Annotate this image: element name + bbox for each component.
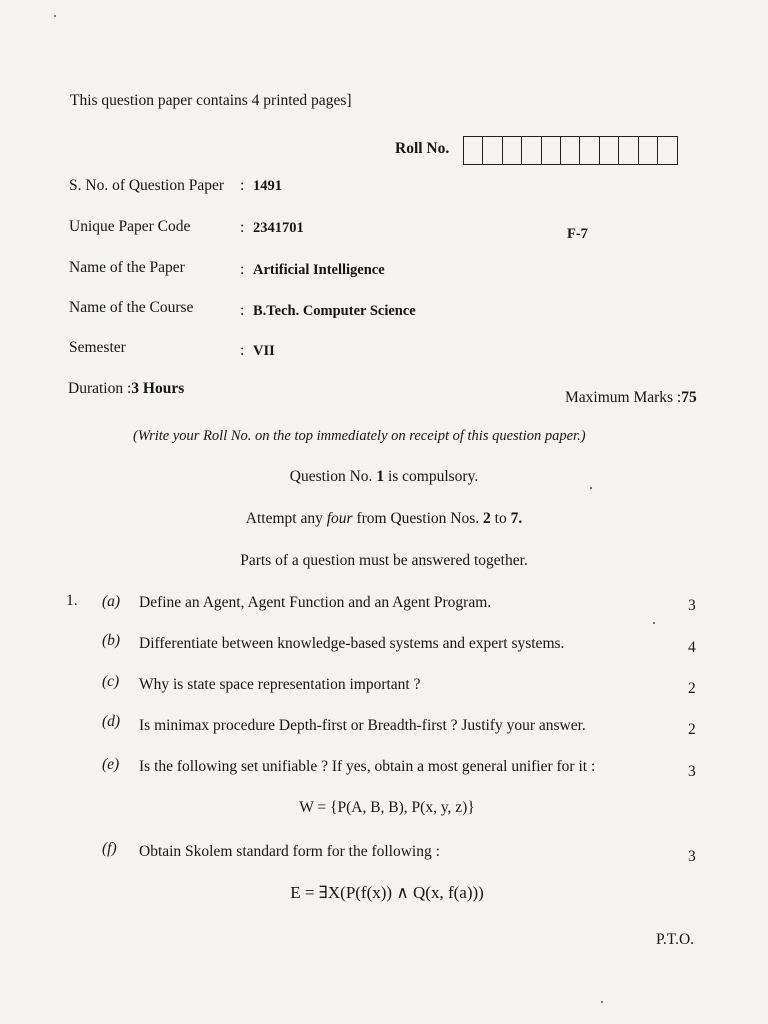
- roll-digit-box[interactable]: [600, 137, 619, 164]
- roll-digit-box[interactable]: [483, 137, 502, 164]
- info-colon: :: [240, 261, 245, 278]
- info-colon: :: [240, 342, 245, 359]
- info-label-paper-code: Unique Paper Code: [69, 218, 191, 235]
- part-marks: 2: [688, 680, 696, 697]
- scan-speck: [653, 622, 655, 624]
- part-label: (f): [102, 840, 117, 857]
- part-marks: 3: [688, 848, 696, 865]
- part-marks: 4: [688, 639, 696, 656]
- max-marks: [565, 389, 697, 407]
- roll-digit-box[interactable]: [619, 137, 638, 164]
- question-number: 1.: [66, 592, 78, 609]
- roll-number-label: Roll No.: [395, 140, 450, 157]
- info-value-paper-code: 2341701: [253, 220, 304, 236]
- roll-number-boxes[interactable]: [463, 136, 678, 165]
- info-value-paper-name: Artificial Intelligence: [253, 262, 385, 278]
- info-label-course-name: Name of the Course: [69, 299, 194, 316]
- compulsory-post: is compulsory.: [387, 468, 479, 485]
- part-label: (a): [102, 593, 121, 610]
- info-colon: :: [240, 177, 245, 194]
- duration: [68, 380, 184, 398]
- page-turn-note: P.T.O.: [656, 931, 695, 948]
- max-marks-label: Maximum Marks :: [565, 389, 682, 406]
- info-value-serial: 1491: [253, 178, 282, 194]
- roll-digit-box[interactable]: [658, 137, 677, 164]
- duration-value: 3 Hours: [131, 380, 185, 397]
- attempt-pre: Attempt any: [245, 510, 323, 527]
- scan-speck: [54, 15, 56, 17]
- info-colon: :: [240, 302, 245, 319]
- part-label: (c): [102, 673, 120, 690]
- roll-digit-box[interactable]: [542, 137, 561, 164]
- part-marks: 2: [688, 721, 696, 738]
- set-code: F-7: [567, 226, 588, 242]
- part-text: Why is state space representation important ?: [139, 676, 421, 693]
- compulsory-num: 1: [376, 468, 385, 485]
- info-value-semester: VII: [253, 343, 275, 359]
- roll-digit-box[interactable]: [580, 137, 599, 164]
- roll-digit-box[interactable]: [639, 137, 658, 164]
- roll-digit-box[interactable]: [503, 137, 522, 164]
- scan-speck: [590, 487, 592, 489]
- info-value-course-name: B.Tech. Computer Science: [253, 303, 416, 319]
- unification-formula: W = {P(A, B, B), P(x, y, z)}: [299, 799, 475, 816]
- part-text: Is minimax procedure Depth-first or Breadth-first ? Justify your answer.: [139, 717, 586, 734]
- roll-digit-box[interactable]: [561, 137, 580, 164]
- compulsory-pre: Question No.: [289, 468, 373, 485]
- part-marks: 3: [688, 763, 696, 780]
- part-text: Define an Agent, Agent Function and an Agent Program.: [139, 594, 492, 611]
- compulsory-note: [0, 468, 768, 486]
- part-text: Obtain Skolem standard form for the following :: [139, 843, 440, 860]
- info-label-semester: Semester: [69, 339, 126, 356]
- attempt-to-word: to: [494, 510, 507, 527]
- attempt-to: 7.: [510, 510, 523, 527]
- duration-label: Duration :: [68, 380, 132, 397]
- max-marks-value: 75: [681, 389, 697, 406]
- roll-digit-box[interactable]: [464, 137, 483, 164]
- roll-instruction: (Write your Roll No. on the top immediately on receipt of this question paper.): [133, 428, 586, 444]
- pages-note: This question paper contains 4 printed pages]: [70, 92, 352, 109]
- part-label: (d): [102, 713, 121, 730]
- part-label: (b): [102, 632, 121, 649]
- skolem-formula: E = ∃X(P(f(x)) ∧ Q(x, f(a))): [290, 883, 484, 902]
- info-colon: :: [240, 219, 245, 236]
- parts-note: Parts of a question must be answered together.: [240, 552, 528, 569]
- part-text: Is the following set unifiable ? If yes, obtain a most general unifier for it :: [139, 758, 596, 775]
- attempt-note: [0, 510, 768, 528]
- attempt-from: 2: [483, 510, 491, 527]
- info-label-serial: S. No. of Question Paper: [69, 177, 224, 194]
- part-marks: 3: [688, 597, 696, 614]
- attempt-mid: from Question Nos.: [356, 510, 480, 527]
- roll-digit-box[interactable]: [522, 137, 541, 164]
- scan-speck: [601, 1001, 603, 1003]
- part-text: Differentiate between knowledge-based systems and expert systems.: [139, 635, 565, 652]
- part-label: (e): [102, 756, 120, 773]
- attempt-word: four: [326, 510, 353, 527]
- info-label-paper-name: Name of the Paper: [69, 259, 185, 276]
